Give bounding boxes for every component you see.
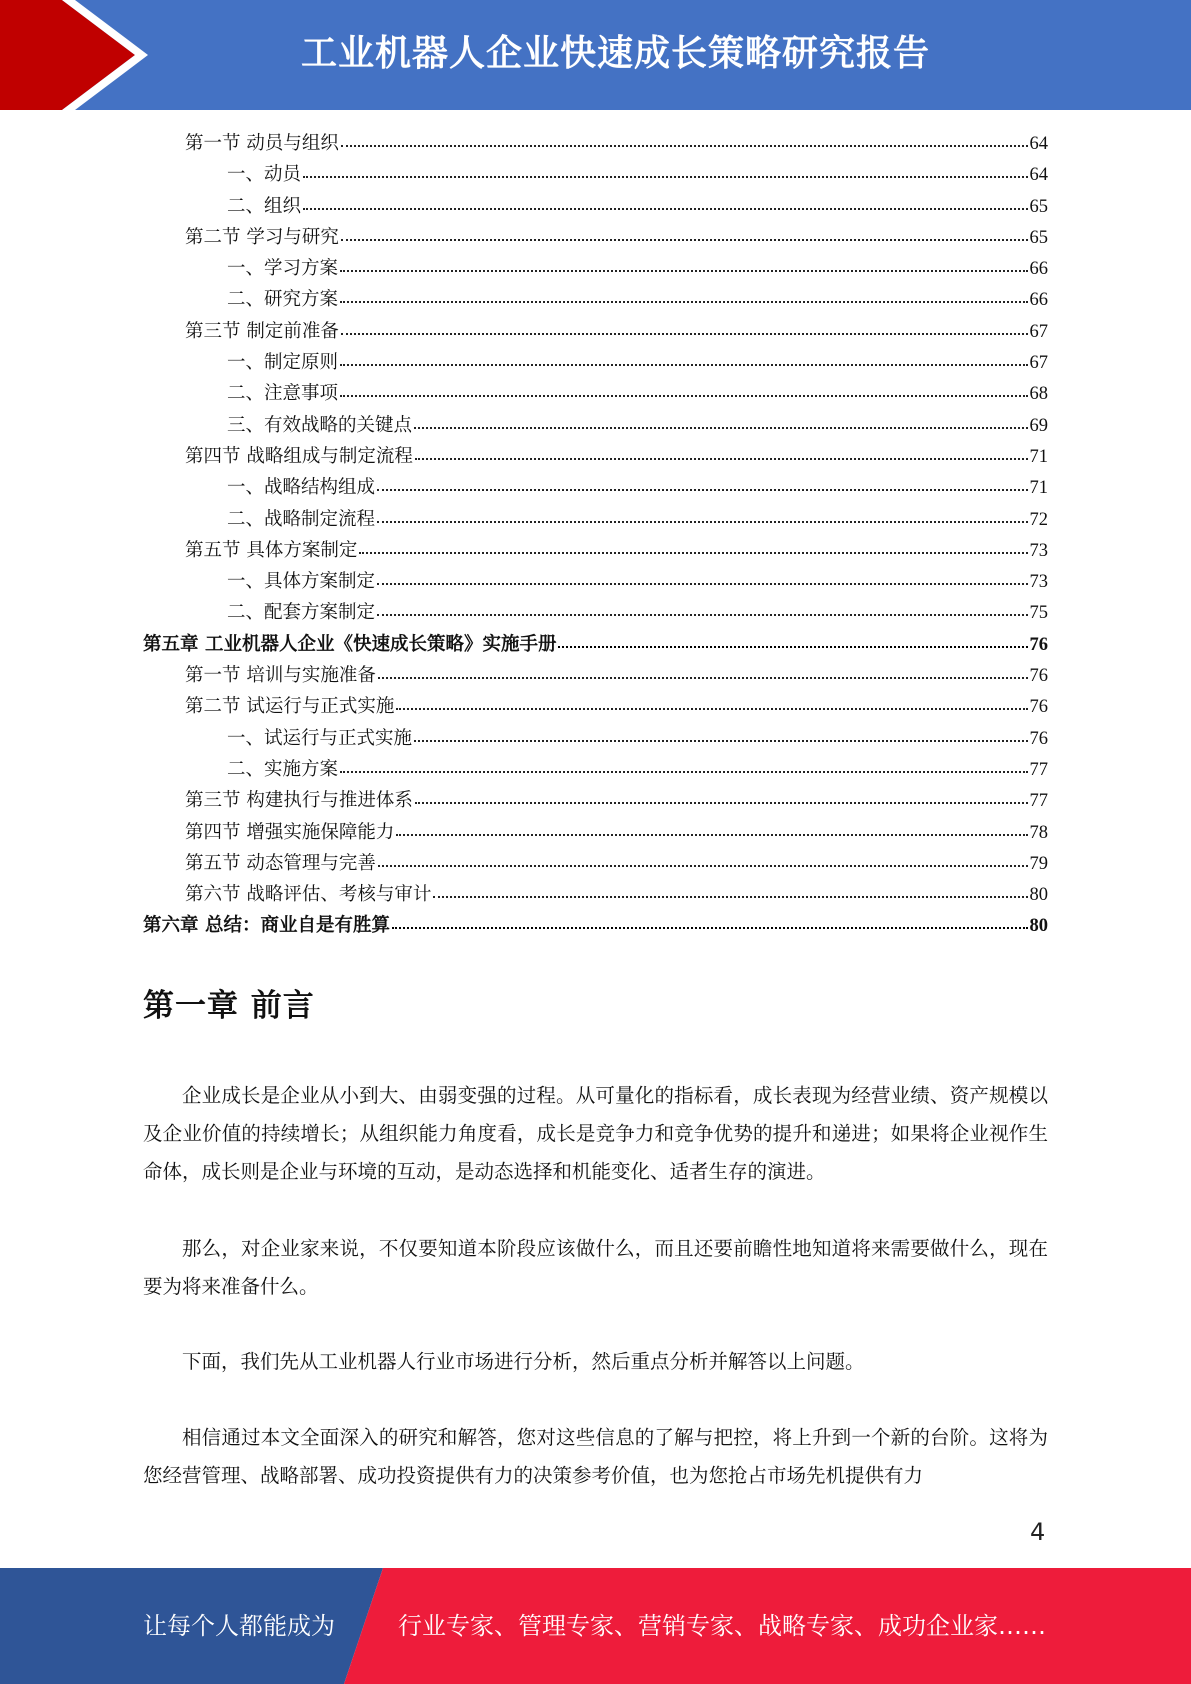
toc-dot-leader <box>341 233 1028 241</box>
toc-entry-page: 71 <box>1029 446 1048 467</box>
toc-entry-label: 第二节 学习与研究 <box>185 226 339 248</box>
toc-entry-label: 一、具体方案制定 <box>227 571 376 593</box>
paragraph: 相信通过本文全面深入的研究和解答，您对这些信息的了解与把控，将上升到一个新的台阶。这将为您经营管理、战略部署、成功投资提供有力的决策参考价值，也为您抢占市场先机提供有力 <box>143 1426 1048 1487</box>
toc-dot-leader <box>415 452 1028 460</box>
toc-entry[interactable] <box>143 222 1048 253</box>
toc-entry[interactable] <box>143 785 1048 816</box>
toc-entry[interactable] <box>143 848 1048 879</box>
toc-entry[interactable] <box>143 347 1048 378</box>
toc-entry-page: 73 <box>1029 572 1048 593</box>
toc-dot-leader <box>377 577 1027 585</box>
toc-entry-page: 76 <box>1029 666 1048 687</box>
toc-entry-label: 第六节 战略评估、考核与审计 <box>185 884 432 906</box>
toc-entry[interactable] <box>143 629 1048 660</box>
toc-entry-label: 第三节 制定前准备 <box>185 320 339 342</box>
toc-entry[interactable] <box>143 660 1048 691</box>
toc-entry-label: 第六章 总结：商业自是有胜算 <box>143 915 390 937</box>
toc-dot-leader <box>359 546 1027 554</box>
toc-entry-page: 68 <box>1029 384 1048 405</box>
toc-dot-leader <box>340 295 1027 303</box>
toc-entry-page: 80 <box>1029 916 1048 937</box>
toc-entry[interactable] <box>143 691 1048 722</box>
toc-entry-page: 76 <box>1029 697 1048 718</box>
toc-entry-page: 79 <box>1029 853 1048 874</box>
toc-entry[interactable] <box>143 191 1048 222</box>
toc-entry-page: 77 <box>1029 791 1048 812</box>
toc-dot-leader <box>377 515 1027 523</box>
toc-entry-label: 第三节 构建执行与推进体系 <box>185 790 413 812</box>
toc-dot-leader <box>378 671 1028 679</box>
toc-entry-label: 一、学习方案 <box>227 258 339 280</box>
toc-entry-label: 第五章 工业机器人企业《快速成长策略》实施手册 <box>143 633 557 655</box>
toc-dot-leader <box>340 358 1027 366</box>
toc-dot-leader <box>392 921 1028 929</box>
toc-entry-label: 二、战略制定流程 <box>227 508 376 530</box>
toc-entry[interactable] <box>143 284 1048 315</box>
paragraph: 企业成长是企业从小到大、由弱变强的过程。从可量化的指标看，成长表现为经营业绩、资产规模以及企业价值的持续增长；从组织能力角度看，成长是竞争力和竞争优势的提升和递进；如果将企业视作生命体，成长则是企业与环境的互动，是动态选择和机能变化、适者生存的演进。 <box>143 1084 1048 1183</box>
toc-entry[interactable] <box>143 253 1048 284</box>
toc-entry-page: 71 <box>1029 478 1048 499</box>
toc-entry-page: 78 <box>1029 822 1048 843</box>
toc-entry-label: 第二节 试运行与正式实施 <box>185 696 395 718</box>
toc-entry-label: 第五节 具体方案制定 <box>185 539 358 561</box>
page-header <box>0 0 1191 110</box>
toc-entry-page: 69 <box>1029 415 1048 436</box>
toc-entry-page: 73 <box>1029 540 1048 561</box>
toc-entry-label: 一、动员 <box>227 164 302 186</box>
toc-entry[interactable] <box>143 754 1048 785</box>
toc-dot-leader <box>558 640 1027 648</box>
table-of-contents <box>143 128 1048 942</box>
toc-dot-leader <box>377 483 1027 491</box>
page-number: 4 <box>1030 1518 1046 1546</box>
toc-dot-leader <box>414 421 1027 429</box>
toc-entry-page: 66 <box>1029 290 1048 311</box>
toc-entry-page: 64 <box>1029 165 1048 186</box>
toc-entry-page: 80 <box>1029 885 1048 906</box>
toc-dot-leader <box>433 890 1027 898</box>
toc-entry-label: 二、注意事项 <box>227 383 339 405</box>
toc-dot-leader <box>396 828 1027 836</box>
toc-entry-page: 75 <box>1029 603 1048 624</box>
toc-entry-page: 76 <box>1029 728 1048 749</box>
footer-slogan-left: 让每个人都能成为 <box>143 1612 335 1640</box>
toc-dot-leader <box>377 608 1027 616</box>
toc-entry-page: 67 <box>1029 353 1048 374</box>
toc-entry[interactable] <box>143 472 1048 503</box>
toc-entry[interactable] <box>143 441 1048 472</box>
toc-entry-label: 二、研究方案 <box>227 289 339 311</box>
toc-entry-page: 77 <box>1029 759 1048 780</box>
toc-entry-label: 二、配套方案制定 <box>227 602 376 624</box>
toc-dot-leader <box>341 139 1028 147</box>
toc-entry-label: 第四节 战略组成与制定流程 <box>185 445 413 467</box>
report-title: 工业机器人企业快速成长策略研究报告 <box>300 33 930 74</box>
page-footer <box>0 1568 1191 1684</box>
toc-entry[interactable] <box>143 504 1048 535</box>
toc-entry[interactable] <box>143 566 1048 597</box>
toc-entry-page: 66 <box>1029 259 1048 280</box>
toc-entry[interactable] <box>143 817 1048 848</box>
footer-slogan-right: 行业专家、管理专家、营销专家、战略专家、成功企业家…… <box>398 1612 1046 1640</box>
toc-dot-leader <box>340 264 1027 272</box>
paragraph: 下面，我们先从工业机器人行业市场进行分析，然后重点分析并解答以上问题。 <box>182 1350 865 1373</box>
toc-entry-label: 一、制定原则 <box>227 352 339 374</box>
toc-entry-label: 第五节 动态管理与完善 <box>185 852 376 874</box>
toc-entry-label: 三、有效战略的关键点 <box>227 414 413 436</box>
toc-entry-page: 76 <box>1029 634 1048 655</box>
toc-dot-leader <box>378 859 1028 867</box>
toc-entry[interactable] <box>143 535 1048 566</box>
toc-entry-page: 67 <box>1029 321 1048 342</box>
toc-entry-page: 72 <box>1029 509 1048 530</box>
toc-dot-leader <box>414 734 1027 742</box>
toc-entry-label: 第四节 增强实施保障能力 <box>185 821 395 843</box>
toc-dot-leader <box>303 170 1027 178</box>
chapter-heading: 第一章 前言 <box>143 988 315 1024</box>
toc-entry-label: 第一节 培训与实施准备 <box>185 665 376 687</box>
toc-dot-leader <box>396 702 1027 710</box>
toc-entry[interactable] <box>143 316 1048 347</box>
toc-entry-label: 一、战略结构组成 <box>227 477 376 499</box>
toc-entry-label: 二、实施方案 <box>227 758 339 780</box>
toc-dot-leader <box>340 765 1027 773</box>
toc-entry-page: 65 <box>1029 227 1048 248</box>
toc-entry[interactable] <box>143 128 1048 159</box>
toc-entry[interactable] <box>143 378 1048 409</box>
toc-entry-label: 第一节 动员与组织 <box>185 133 339 154</box>
toc-entry-page: 64 <box>1029 134 1048 154</box>
paragraph: 那么，对企业家来说，不仅要知道本阶段应该做什么，而且还要前瞻性地知道将来需要做什么，现在要为将来准备什么。 <box>143 1237 1048 1298</box>
toc-entry[interactable] <box>143 410 1048 441</box>
toc-entry[interactable] <box>143 910 1048 941</box>
toc-entry[interactable] <box>143 879 1048 910</box>
toc-entry[interactable] <box>143 723 1048 754</box>
toc-dot-leader <box>303 202 1027 210</box>
toc-entry-label: 一、试运行与正式实施 <box>227 727 413 749</box>
toc-dot-leader <box>341 327 1028 335</box>
toc-entry[interactable] <box>143 597 1048 628</box>
toc-dot-leader <box>415 796 1028 804</box>
toc-entry[interactable] <box>143 159 1048 190</box>
toc-dot-leader <box>340 389 1027 397</box>
toc-entry-page: 65 <box>1029 196 1048 217</box>
toc-entry-label: 二、组织 <box>227 195 302 217</box>
